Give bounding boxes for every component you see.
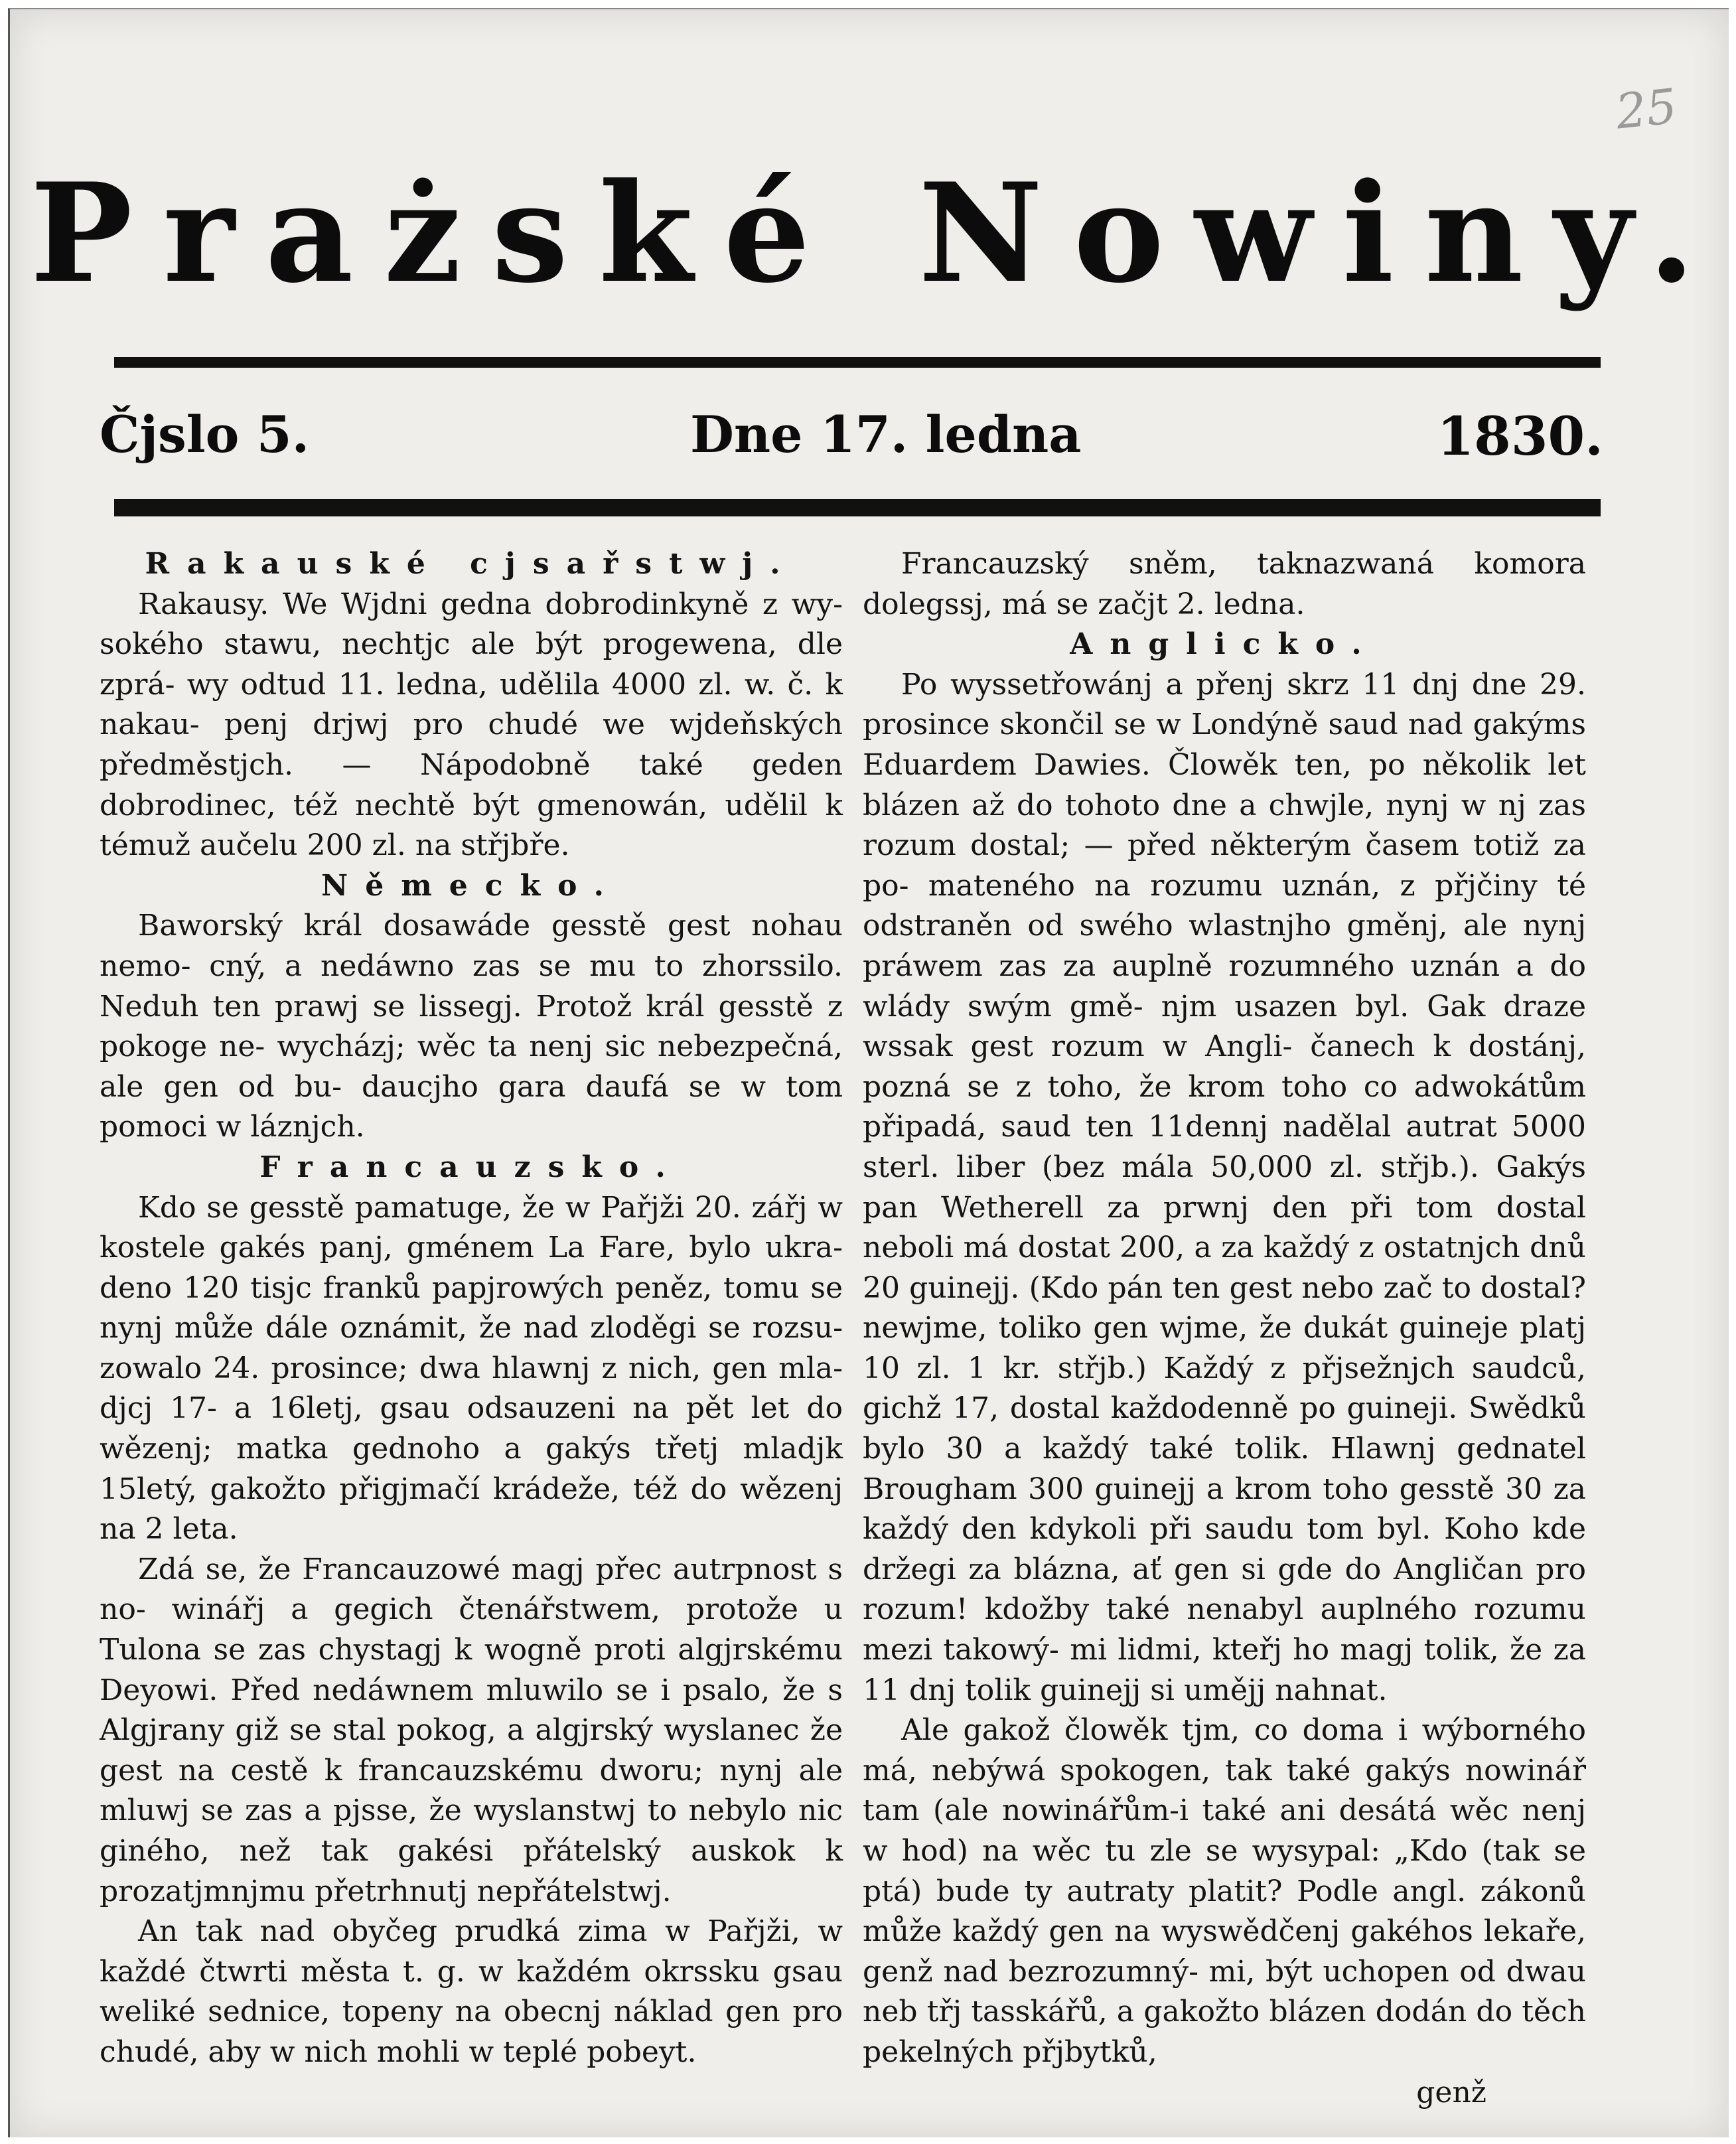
section-heading: Francauzsko. <box>259 1150 683 1184</box>
article-paragraph: An tak nad obyčeg prudká zima w Pařjži, w každé čtwrti města t. g. w každém okrssku gsau weliké sednice, topeny na obecnj náklad gen pro chudé, aby w nich mohli w teplé pobeyt. <box>100 1914 843 2069</box>
right-column <box>863 544 1586 2113</box>
issue-year: 1830. <box>1437 405 1603 467</box>
issue-date: Dne 17. ledna <box>690 405 1082 464</box>
bottom-rule <box>114 499 1601 516</box>
section-heading: Německo. <box>321 868 621 903</box>
article-paragraph: Baworský král dosawáde gesstě gest nohau nemo- cný, a nedáwno zas se mu to zhorssilo. Neduh ten prawj se lissegj. Protož král gesstě z pokoge ne- wycházj; wěc ta nenj sic nebezpečná, ale gen od bu- daucjho gara daufá se w tom pomoci w láznjch. <box>100 909 843 1144</box>
dateline <box>0 405 1736 478</box>
pencil-page-number: 25 <box>1613 78 1680 140</box>
article-paragraph: Rakausy. We Wjdni gedna dobrodinkyně z wy- sokého stawu, nechtjc ale být progewena, dle zprá- wy odtud 11. ledna, udělila 4000 zl. w. č. k nakau- penj drjwj pro chudé we wjdeňských předměstjch. — Nápodobně také geden dobrodinec, též nechtě být gmenowán, udělil k témuž aučelu 200 zl. na střjbře. <box>100 587 843 863</box>
section-heading: Anglicko. <box>1070 627 1379 662</box>
top-rule <box>114 357 1601 368</box>
left-column <box>100 544 843 2073</box>
issue-number: Čjslo 5. <box>100 405 310 464</box>
article-paragraph: Ale gakož člowěk tjm, co doma i wýborného má, nebýwá spokogen, tak také gakýs nowinář tam (ale nowinářům-i také ani desátá wěc nenj w hod) na wěc tu zle se wysypal: „Kdo (tak se ptá) bude ty autraty platit? Podle angl. zákonů může každý gen na wyswědčenj gakéhos lekaře, genž nad bezrozumný- mi, být uchopen od dwau neb třj tasskářů, a gakožto blázen dodán do těch pekelných přjbytků, <box>863 1713 1586 2069</box>
article-paragraph: Kdo se gesstě pamatuge, že w Pařjži 20. zářj w kostele gakés panj, gménem La Fare, bylo ukra- deno 120 tisjc franků papjrowých peněz, tomu se nynj může dále oznámit, že nad zloděgi se rozsu- zowalo 24. prosince; dwa hlawnj z nich, gen mla- djcj 17- a 16letj, gsau odsauzeni na pět let do wězenj; matka gednoho a gakýs třetj mladjk 15letý, gakožto přigjmačí krádeže, též do wězenj na 2 leta. <box>100 1190 843 1547</box>
article-paragraph: Francauzský sněm, taknazwaná komora dolegssj, má se začjt 2. ledna. <box>863 547 1586 621</box>
article-paragraph: Po wyssetřowánj a přenj skrz 11 dnj dne 29. prosince skončil se w Londýně saud nad gakýms Eduardem Dawies. Člowěk ten, po několik let blázen až do tohoto dne a chwjle, nynj w nj zas rozum dostal; — před některým časem totiž za po- mateného na rozumu uznán, z přjčiny té odstraněn od swého wlastnjho gměnj, ale nynj práwem zas za auplně rozumného uznán a do wlády swým gmě- njm usazen byl. Gak draze wssak gest rozum w Angli- čanech k dostánj, pozná se z toho, že krom toho co adwokátům připadá, saud ten 11dennj nadělal autrat 5000 sterl. liber (bez mála 50,000 zl. střjb.). Gakýs pan Wetherell za prwnj den při tom dostal neboli má dostat 200, a za každý z ostatnjch dnů 20 guinejj. (Kdo pán ten gest nebo zač to dostal? newjme, toliko gen wjme, že dukát guineje platj 10 zl. 1 kr. střjb.) Každý z přjsežnjch saudců, gichž 17, dostal každodenně po guineji. Swědků bylo 30 a každý také tolik. Hlawnj gednatel Brougham 300 guinejj a krom toho gesstě 30 za každý den kdykoli při saudu tom byl. Koho kde držegi za blázna, ať gen si gde do Angličan pro rozum! kdožby také nenabyl auplného rozumu mezi takowý- mi lidmi, kteřj ho magj tolik, že za 11 dnj tolik guinejj si umějj nahnat. <box>863 667 1586 1707</box>
article-paragraph: Zdá se, že Francauzowé magj přec autrpnost s no- winářj a gegich čtenářstwem, protože u Tulona se zas chystagj k wogně proti algjrskému Deyowi. Před nedáwnem mluwilo se i psalo, že s Algjrany giž se stal pokog, a algjrský wyslanec že gest na cestě k francauzskému dworu; nynj ale mluwj se zas a pjsse, že wyslanstwj to nebylo nic giného, než tak gakési přátelský auskok k prozatjmnjmu přetrhnutj nepřátelstwj. <box>100 1552 843 1908</box>
section-heading: Rakauské cjsařstwj. <box>145 547 798 581</box>
catchword: genž <box>1416 2075 1486 2109</box>
masthead-title: Prażské Nowiny. <box>30 154 1726 313</box>
